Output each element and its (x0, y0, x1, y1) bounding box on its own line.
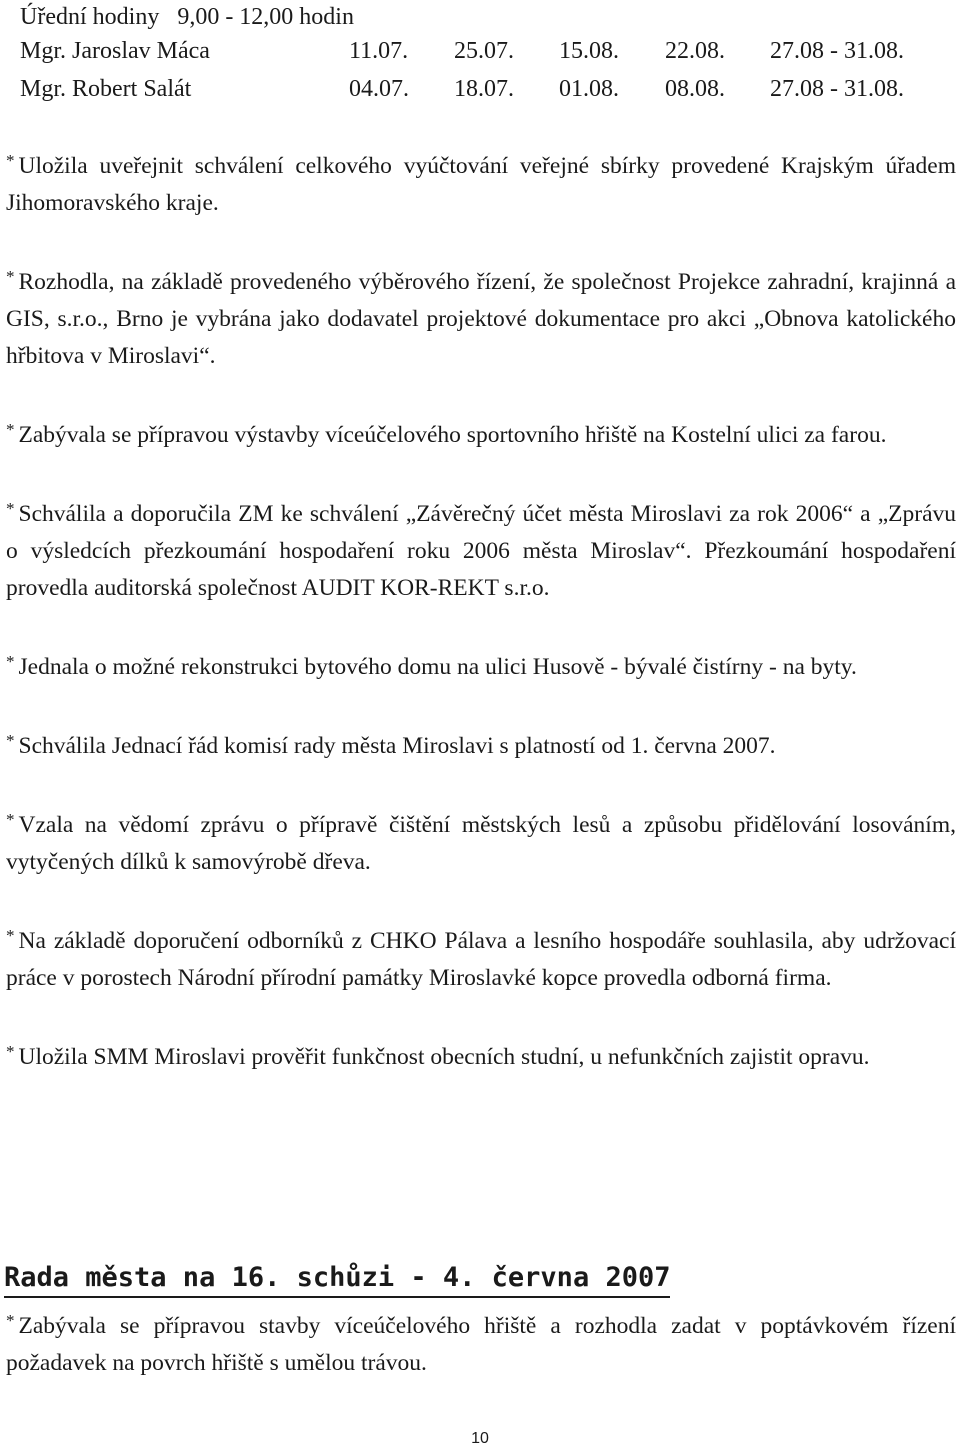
section-item-text: Zabývala se přípravou stavby víceúčelového hřiště a rozhodla zadat v poptávkovém řízení požadavek na povrch hřiště s umělou trávou. (6, 1313, 956, 1376)
official-name: Mgr. Jaroslav Máca (20, 38, 210, 64)
bullet-asterisk: * (6, 731, 15, 750)
resolution-text: Na základě doporučení odborníků z CHKO Pálava a lesního hospodáře souhlasila, aby udržovací práce v porostech Národní přírodní památky Miroslavké kopce provedla odborná firma. (6, 928, 956, 991)
resolution-list (6, 142, 956, 1112)
resolution-text: Schválila a doporučila ZM ke schválení „Závěrečný účet města Miroslavi za rok 2006“ a „Zprávu o výsledcích přezkoumání hospodaření roku 2006 města Miroslav“. Přezkoumání hospodaření provedla auditorská společnost AUDIT KOR-REKT s.r.o. (6, 501, 956, 601)
office-hours-time: 9,00 - 12,00 hodin (177, 4, 354, 30)
office-hours-title (20, 2, 354, 32)
office-date: 04.07. (349, 76, 409, 102)
resolution-item (6, 258, 956, 375)
resolution-text: Rozhodla, na základě provedeného výběrového řízení, že společnost Projekce zahradní, krajinná a GIS, s.r.o., Brno je vybrána jako dodavatel projektové dokumentace pro akci „Obnova katolického hřbitova v Miroslavi“. (6, 269, 956, 369)
resolution-item (6, 917, 956, 997)
office-hours-label: Úřední hodiny (20, 4, 160, 30)
office-date-range: 27.08 - 31.08. (770, 76, 904, 102)
bullet-asterisk: * (6, 810, 15, 829)
resolution-item (6, 801, 956, 881)
resolution-text: Schválila Jednací řád komisí rady města Miroslavi s platností od 1. června 2007. (18, 733, 776, 759)
office-date: 01.08. (559, 76, 619, 102)
resolution-item (6, 490, 956, 607)
bullet-asterisk: * (6, 1311, 15, 1330)
resolution-item (6, 142, 956, 222)
office-date: 11.07. (349, 38, 409, 64)
resolution-item (6, 643, 956, 686)
resolution-item (6, 1033, 956, 1076)
section-heading: Rada města na 16. schůzi - 4. června 2007 (4, 1260, 670, 1298)
bullet-asterisk: * (6, 420, 15, 439)
bullet-asterisk: * (6, 151, 15, 170)
resolution-text: Zabývala se přípravou výstavby víceúčelového sportovního hřiště na Kostelní ulici za farou. (18, 422, 887, 448)
bullet-asterisk: * (6, 652, 15, 671)
office-date: 22.08. (665, 38, 725, 64)
official-name: Mgr. Robert Salát (20, 76, 192, 102)
office-date-range: 27.08 - 31.08. (770, 38, 904, 64)
office-date: 08.08. (665, 76, 725, 102)
resolution-text: Uložila SMM Miroslavi prověřit funkčnost obecních studní, u nefunkčních zajistit opravu. (18, 1044, 870, 1070)
bullet-asterisk: * (6, 926, 15, 945)
resolution-text: Uložila uveřejnit schválení celkového vyúčtování veřejné sbírky provedené Krajským úřadem Jihomoravského kraje. (6, 153, 956, 216)
office-date: 15.08. (559, 38, 619, 64)
resolution-item (6, 722, 956, 765)
section-item (6, 1302, 956, 1382)
resolution-text: Jednala o možné rekonstrukci bytového domu na ulici Husově - bývalé čistírny - na byty. (18, 654, 857, 680)
resolution-text: Vzala na vědomí zprávu o přípravě čištění městských lesů a způsobu přidělování losováním, vytyčených dílků k samovýrobě dřeva. (6, 812, 956, 875)
bullet-asterisk: * (6, 267, 15, 286)
page-number: 10 (471, 1430, 489, 1447)
bullet-asterisk: * (6, 1042, 15, 1061)
office-date: 18.07. (454, 76, 514, 102)
resolution-item (6, 411, 956, 454)
office-date: 25.07. (454, 38, 514, 64)
bullet-asterisk: * (6, 499, 15, 518)
